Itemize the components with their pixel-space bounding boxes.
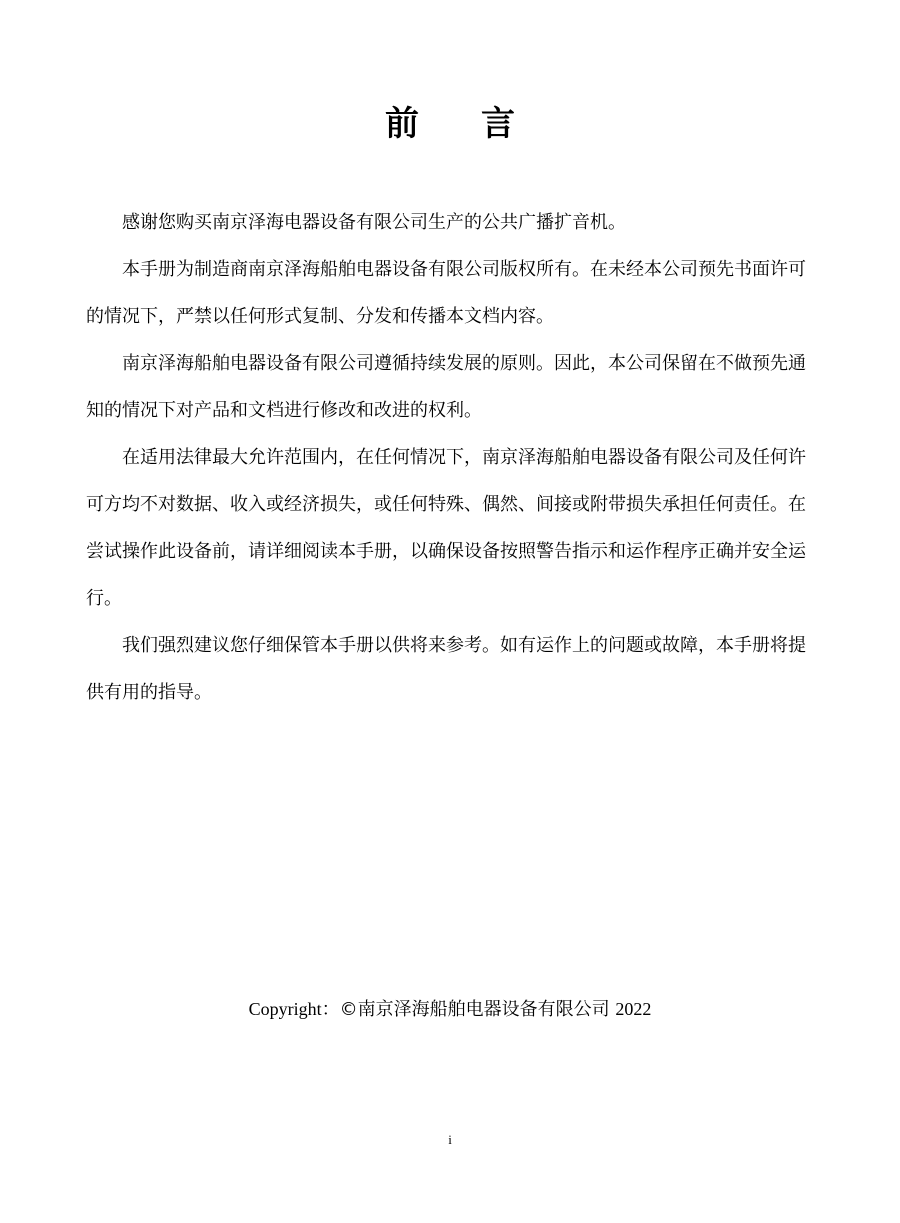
preface-body bbox=[86, 199, 816, 716]
paragraph-modification-rights: 南京泽海船舶电器设备有限公司遵循持续发展的原则。因此，本公司保留在不做预先通知的情况下对产品和文档进行修改和改进的权利。 bbox=[86, 353, 806, 421]
copyright-year: 2022 bbox=[615, 999, 652, 1019]
paragraph-keep-manual: 我们强烈建议您仔细保管本手册以供将来参考。如有运作上的问题或故障，本手册将提供有用的指导。 bbox=[86, 635, 806, 703]
copyright-holder: ©南京泽海船舶电器设备有限公司 bbox=[339, 999, 610, 1020]
paragraph-liability-disclaimer: 在适用法律最大允许范围内，在任何情况下，南京泽海船舶电器设备有限公司及任何许可方均不对数据、收入或经济损失，或任何特殊、偶然、间接或附带损失承担任何责任。在尝试操作此设备前，请详细阅读本手册，以确保设备按照警告指示和运作程序正确并安全运行。 bbox=[86, 447, 806, 609]
copyright-label: Copyright： bbox=[248, 999, 340, 1019]
page-number: i bbox=[448, 1132, 452, 1147]
paragraph-thanks: 感谢您购买南京泽海电器设备有限公司生产的公共广播扩音机。 bbox=[122, 212, 626, 233]
page-title: 前言 bbox=[385, 104, 577, 144]
copyright-line bbox=[0, 994, 900, 1025]
paragraph-copyright-ownership: 本手册为制造商南京泽海船舶电器设备有限公司版权所有。在未经本公司预先书面许可的情况下，严禁以任何形式复制、分发和传播本文档内容。 bbox=[86, 259, 806, 327]
